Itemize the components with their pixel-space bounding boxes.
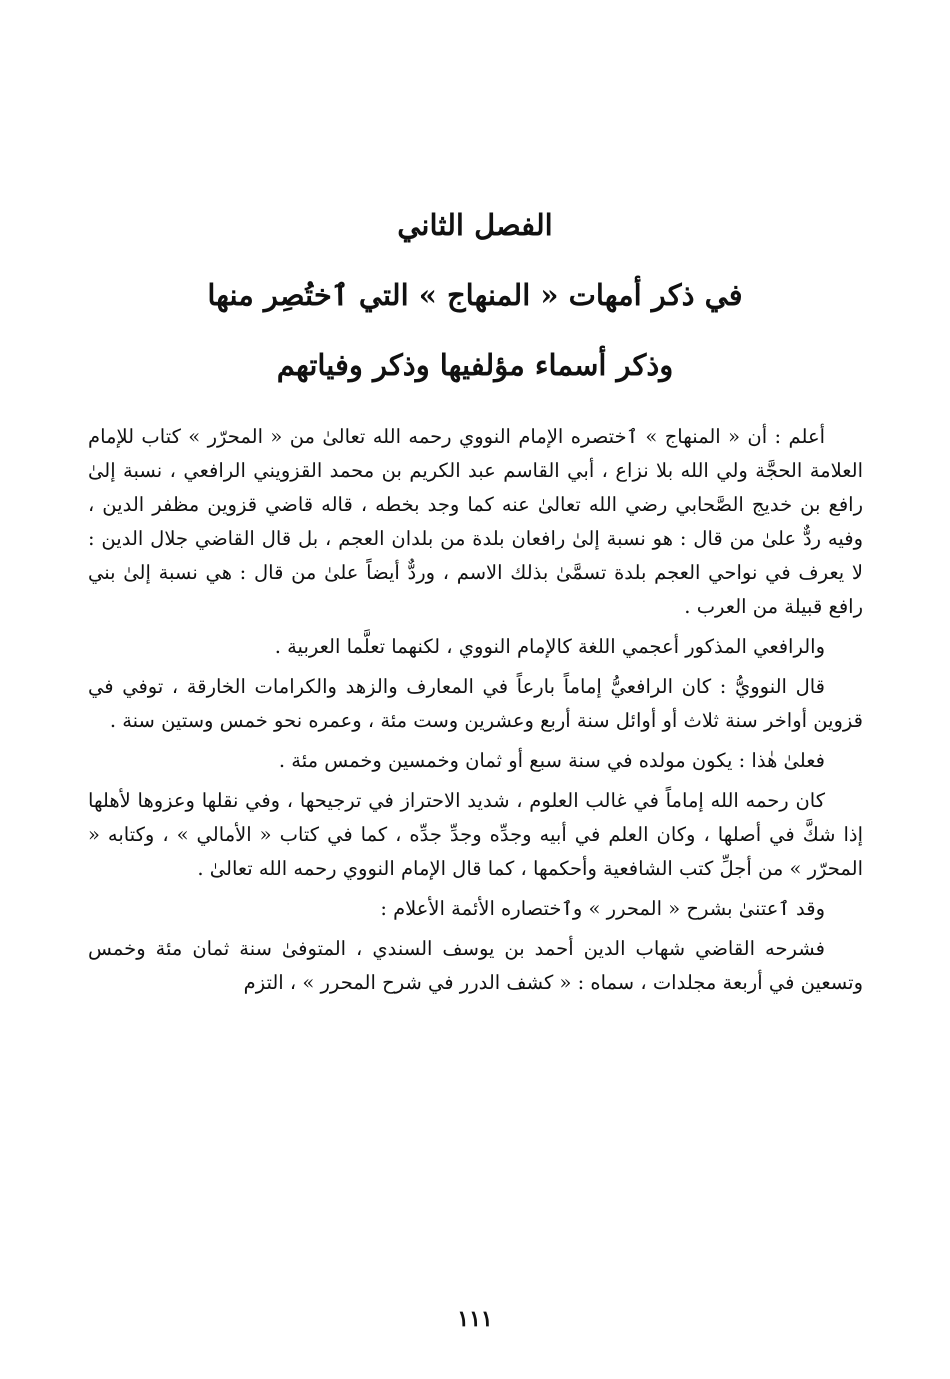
page-number: ١١١ xyxy=(457,1306,493,1332)
chapter-subtitle-line-2: وذكر أسماء مؤلفيها وذكر وفياتهم xyxy=(276,348,674,382)
paragraph-commentaries-intro: وقد ٱعتنىٰ بشرح « المحرر » وٱختصاره الأئمة الأعلام : xyxy=(380,897,825,920)
chapter-heading xyxy=(0,190,950,400)
paragraph-scholarship: كان رحمه الله إماماً في غالب العلوم ، شديد الاحتراز في ترجيحها ، وفي نقلها وعزوها لأهلها إذا شكَّ في أصلها ، وكان العلم في أبيه وجدِّه وجدِّ جدِّه ، كما في كتاب « الأمالي » ، وكتابه « المحرّر » من أجلِّ كتب الشافعية وأحكمها ، كما قال الإمام النووي رحمه الله تعالىٰ . xyxy=(88,789,863,880)
chapter-title: الفصل الثاني xyxy=(397,208,553,242)
chapter-subtitle-line-1: في ذكر أمهات « المنهاج » التي ٱختُصِر منها xyxy=(207,278,743,312)
paragraph-intro: أعلم : أن « المنهاج » ٱختصره الإمام النووي رحمه الله تعالىٰ من « المحرّر » كتاب للإمام العلامة الحجَّة ولي الله بلا نزاع ، أبي القاسم عبد الكريم بن محمد القزويني الرافعي ، نسبة إلىٰ رافع بن خديج الصَّحابي رضي الله تعالىٰ عنه كما وجد بخطه ، قاله قاضي قزوين مظفر الدين ، وفيه ردٌّ علىٰ من قال : هو نسبة إلىٰ رافعان بلدة من بلدان العجم ، بل قال القاضي جلال الدين : لا يعرف في نواحي العجم بلدة تسمَّىٰ بذلك الاسم ، وردٌّ أيضاً علىٰ من قال : هي نسبة إلىٰ بني رافع قبيلة من العرب . xyxy=(88,425,863,618)
paragraph-commentary-sindi: فشرحه القاضي شهاب الدين أحمد بن يوسف السندي ، المتوفىٰ سنة ثمان مئة وخمس وتسعين في أربعة مجلدات ، سماه : « كشف الدرر في شرح المحرر » ، التزم xyxy=(88,937,863,994)
paragraph-nawawi-quote: قال النوويُّ : كان الرافعيُّ إماماً بارعاً في المعارف والزهد والكرامات الخارقة ، توفي في قزوين أواخر سنة ثلاث أو أوائل سنة أربع وعشرين وست مئة ، وعمره نحو خمس وستين سنة . xyxy=(88,675,863,732)
paragraph-birth: فعلىٰ هٰذا : يكون مولده في سنة سبع أو ثمان وخمسين وخمس مئة . xyxy=(278,749,825,772)
body-text xyxy=(88,420,863,1006)
page-edge-mark xyxy=(934,188,938,218)
paragraph-language: والرافعي المذكور أعجمي اللغة كالإمام النووي ، لكنهما تعلَّما العربية . xyxy=(274,635,825,658)
